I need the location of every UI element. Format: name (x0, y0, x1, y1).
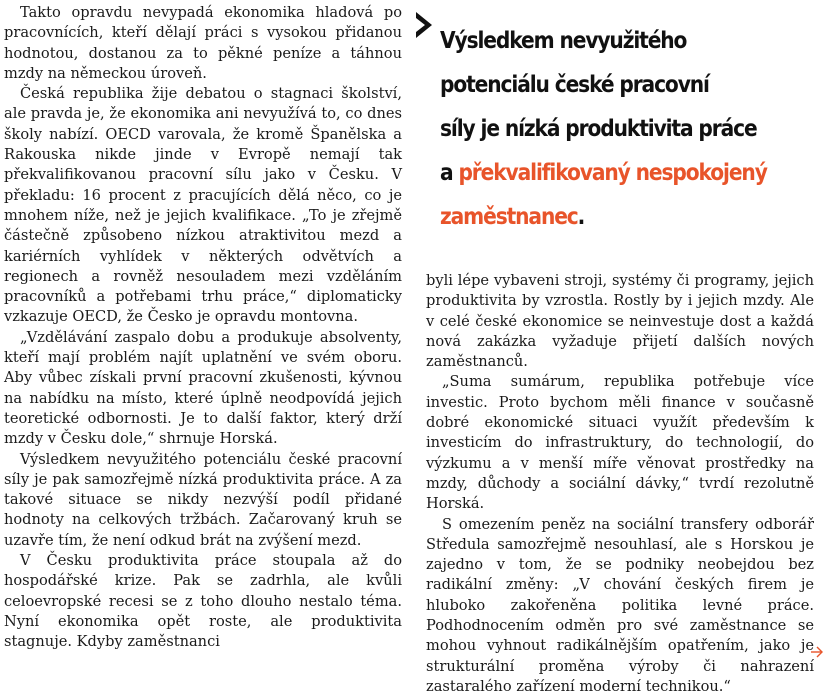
paragraph: „Vzdělávání zaspalo dobu a produkuje absolventy, kteří mají problém najít uplatnění ve svém oboru. Aby vůbec získali první pracovní zkušenosti, kývnou na nabídku na místo, které úplně neodpovídá jejich teoretické odbornosti. Je to další faktor, který drží mzdy v Česku dole,“ shrnuje Horská. (4, 328, 402, 448)
paragraph: Výsledkem nevyužitého potenciálu české pracovní síly je pak samozřejmě nízká produktivita práce. A za takové situace se nikdy nezvýší podíl přidané hodnoty na celkových tržbách. Začarovaný kruh se uzavře tím, že není odkud brát na zvýšení mezd. (4, 450, 402, 549)
paragraph: byli lépe vybaveni stroji, systémy či programy, jejich produktivita by vzrostla. Rostly by i jejich mzdy. Ale v celé české ekonomice se neinvestuje dost a každá nová zakázka vyžaduje přijetí dalších nových zaměstnanců. (426, 272, 814, 371)
pull-quote-end: . (577, 202, 585, 230)
paragraph: S omezením peněz na sociální transfery odborář Středula samozřejmě nesouhlasí, ale s Horskou je zajedno v tom, že se podniky neobejdou bez radikální změny: „V chování českých firem je hluboko zakořeněna politika levné práce. Podhodnocením odměn pro své zaměstnance se mohou vyhnout radikálnějším opatřením, jako je strukturální proměna výroby či nahrazení zastaralého zařízení moderní technikou.“ (426, 515, 814, 695)
pull-quote-line: potenciálu české pracovní (440, 70, 709, 98)
pull-quote-text (440, 18, 767, 238)
pull-quote-line (440, 150, 767, 194)
pull-quote-accent: zaměstnanec (440, 202, 578, 230)
play-marker-icon (414, 10, 436, 40)
article-right-column (426, 271, 814, 697)
pull-quote-line: síly je nízká produktivita práce (440, 114, 757, 142)
paragraph: „Suma sumárum, republika potřebuje více investic. Proto bychom měli finance v současně dobré ekonomické situaci využít především k investicím do infrastruktury, do technologií, do výzkumu a v menší míře věnovat prostředky na mzdy, důchody a sociální dávky,“ tvrdí rezolutně Horská. (426, 373, 814, 513)
pull-quote-accent: překvalifikovaný nespokojený (458, 158, 767, 186)
pull-quote-prefix: a (440, 158, 459, 186)
pull-quote-line (440, 194, 767, 238)
paragraph: V Česku produktivita práce stoupala až do hospodářské krize. Pak se zadrhla, ale kvůli celoevropské recesi se z toho dlouho nestalo téma. Nyní ekonomika opět roste, ale produktivita stagnuje. Kdyby zaměstnanci (4, 552, 402, 651)
article-left-column (4, 3, 402, 653)
pull-quote-line: Výsledkem nevyužitého (440, 26, 687, 54)
arrow-right-icon[interactable] (810, 646, 824, 658)
paragraph: Takto opravdu nevypadá ekonomika hladová po pracovnících, kteří dělají práci s vysokou přidanou hodnotou, dostanou za to pěkné peníze a táhnou mzdy na německou úroveň. (4, 4, 402, 82)
paragraph: Česká republika žije debatou o stagnaci školství, ale pravda je, že ekonomika ani nevyužívá to, co dnes školy nabízí. OECD varovala, že kromě Španělska a Rakouska nikde jinde v Evropě nemají tak překvalifikovanou pracovní sílu jako v Česku. V překladu: 16 procent z pracujících dělá něco, co je mnohem níže, než je jejich kvalifikace. „To je zřejmě částečně způsobeno nízkou atraktivitou mezd a kariérních vyhlídek v některých odvětvích a regionech a rovněž nesouladem mezi vzděláním pracovníků a potřebami trhu práce,“ diplomaticky vzkazuje OECD, že Česko je opravdu montovna. (4, 85, 402, 326)
